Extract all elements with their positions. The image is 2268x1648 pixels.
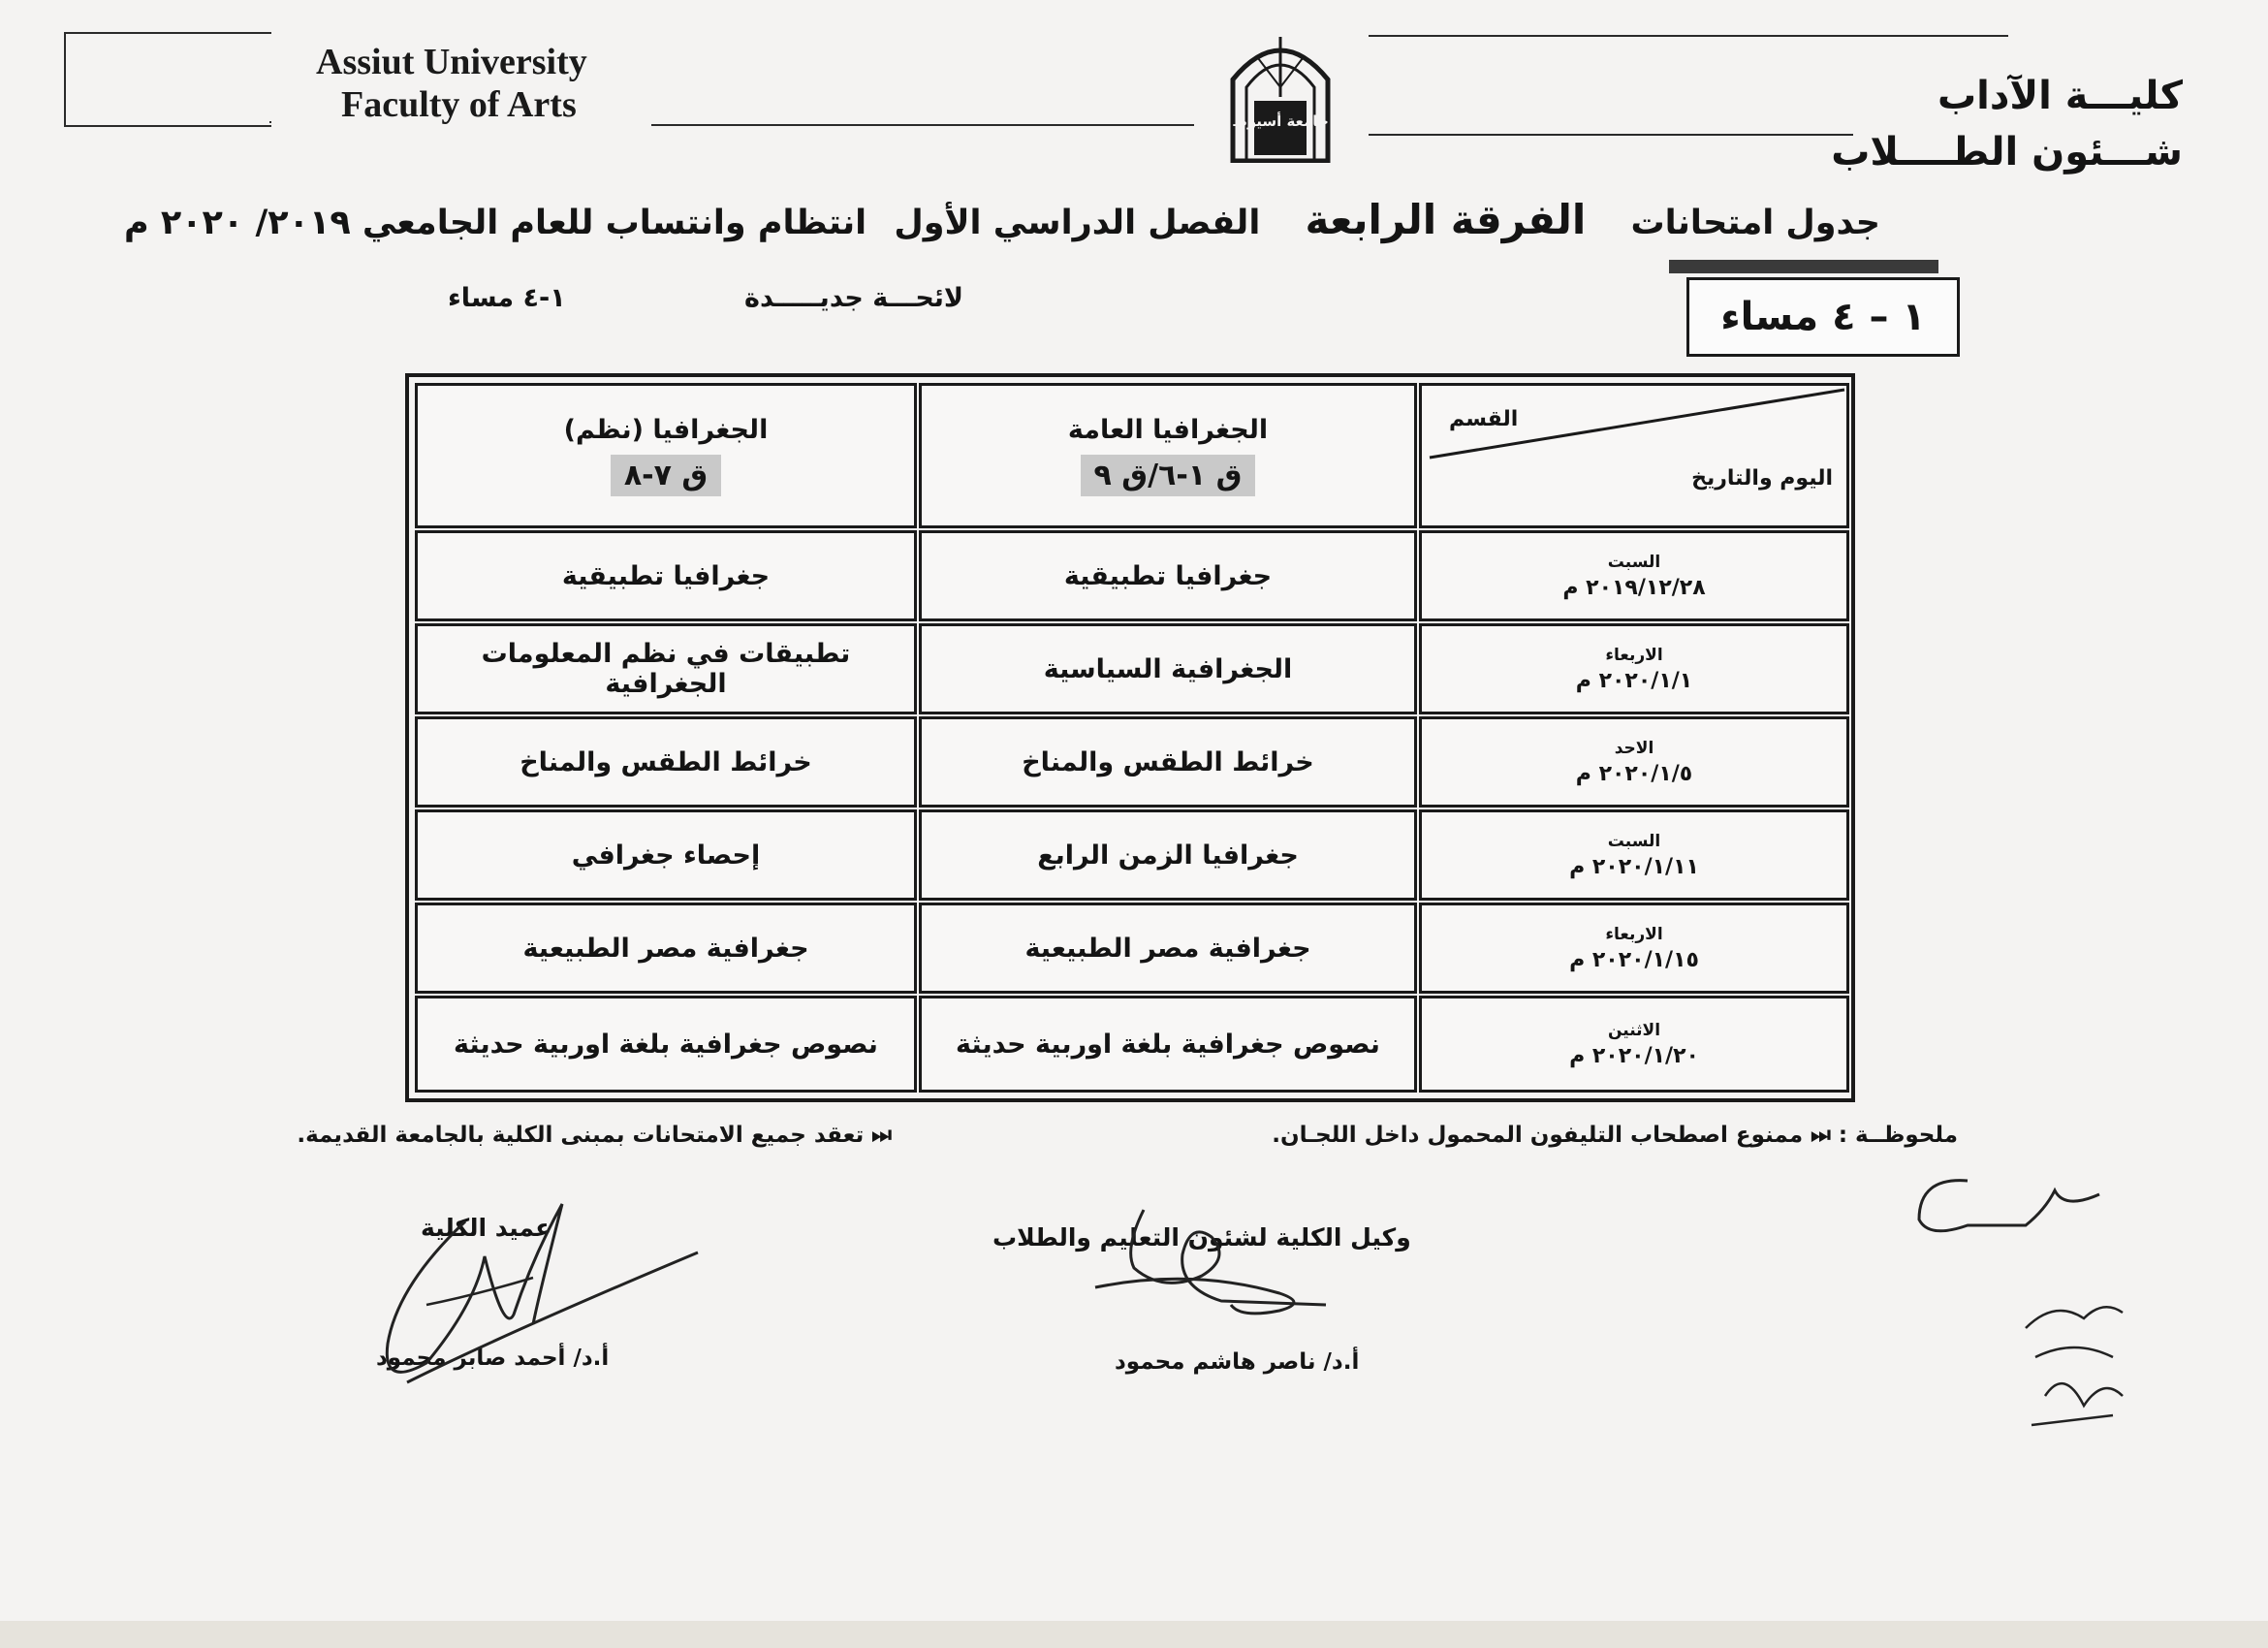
regulation-label: لائحـــة جديـــــدة bbox=[744, 283, 964, 313]
title-year: انتظام وانتساب للعام الجامعي ٢٠١٩/ ٢٠٢٠ م bbox=[123, 204, 867, 242]
table-cell bbox=[919, 530, 1417, 621]
university-line: Assiut University bbox=[316, 42, 587, 82]
table-cell bbox=[415, 996, 917, 1093]
room-label: ق ٧-٨ bbox=[611, 455, 721, 496]
day-label: الاربعاء bbox=[1605, 924, 1663, 944]
subject-text: خرائط الطقس والمناخ bbox=[1022, 746, 1314, 777]
title-exams: جدول امتحانات bbox=[1630, 204, 1880, 242]
university-name-en bbox=[316, 41, 587, 126]
subject-text: جغرافيا تطبيقية bbox=[561, 560, 771, 591]
header-rule-bottom-right bbox=[1369, 134, 1853, 136]
subject-text: جغرافية مصر الطبيعية bbox=[522, 933, 809, 964]
date-label: ٢٠٢٠/١/٥ م bbox=[1575, 761, 1693, 786]
table-cell bbox=[919, 996, 1417, 1093]
table-cell bbox=[415, 530, 917, 621]
scan-edge bbox=[0, 1621, 2268, 1648]
title-semester: الفصل الدراسي الأول bbox=[894, 204, 1261, 242]
table-cell bbox=[919, 809, 1417, 901]
corner-dept-label: القسم bbox=[1449, 407, 1519, 431]
column-header-general bbox=[919, 383, 1417, 528]
handwritten-mark-icon bbox=[1909, 1171, 2103, 1252]
column-name: الجغرافيا (نظم) bbox=[563, 415, 769, 445]
vice-dean-name: أ.د/ ناصر هاشم محمود bbox=[1115, 1349, 1360, 1375]
faculty-ar-line: كليـــة الآداب bbox=[1937, 74, 2183, 118]
subject-text: نصوص جغرافية بلغة اوربية حديثة bbox=[956, 1029, 1380, 1060]
table-cell bbox=[415, 623, 917, 714]
date-label: ٢٠٢٠/١/١٥ م bbox=[1569, 947, 1699, 972]
date-cell bbox=[1419, 530, 1849, 621]
note-building bbox=[297, 1123, 892, 1148]
subject-text: جغرافيا تطبيقية bbox=[1063, 560, 1273, 591]
date-cell bbox=[1419, 903, 1849, 994]
corner-day-label: اليوم والتاريخ bbox=[1691, 466, 1833, 491]
header-rule-left bbox=[651, 124, 1194, 126]
day-label: السبت bbox=[1607, 831, 1661, 851]
note-building-text: تعقد جميع الامتحانات بمبنى الكلية بالجامعة القديمة. bbox=[297, 1123, 865, 1148]
note-phone bbox=[1272, 1123, 1958, 1148]
column-name: الجغرافيا العامة bbox=[1067, 415, 1269, 445]
day-label: الاحد bbox=[1614, 738, 1654, 758]
date-cell bbox=[1419, 716, 1849, 808]
time-small: ١-٤ مساء bbox=[448, 283, 566, 313]
handwritten-initials-icon bbox=[2016, 1289, 2132, 1435]
date-label: ٢٠٢٠/١/١١ م bbox=[1569, 854, 1699, 879]
logo-text: جامعة أسيوط bbox=[1232, 112, 1329, 130]
column-header-gis bbox=[415, 383, 917, 528]
faculty-name-ar bbox=[1831, 68, 2183, 180]
divider bbox=[269, 121, 271, 123]
date-cell bbox=[1419, 623, 1849, 714]
table-cell bbox=[919, 903, 1417, 994]
logo-emblem bbox=[1223, 29, 1338, 163]
subject-text: إحصاء جغرافي bbox=[571, 840, 761, 871]
vice-dean-title: وكيل الكلية لشئون التعليم والطلاب bbox=[992, 1223, 1411, 1252]
table-cell bbox=[415, 903, 917, 994]
note-bullet-icon: ⏭ bbox=[871, 1123, 892, 1148]
day-label: السبت bbox=[1607, 552, 1661, 572]
time-box-shadow bbox=[1669, 260, 1938, 273]
university-logo bbox=[1223, 29, 1338, 163]
dean-name: أ.د/ أحمد صابر محمود bbox=[376, 1346, 610, 1371]
header-rule-top-right bbox=[1369, 35, 2008, 37]
vice-dean-signature-icon bbox=[1086, 1204, 1338, 1340]
table-cell bbox=[415, 809, 917, 901]
page-title bbox=[124, 196, 1880, 243]
note-label: ملحوظــة : bbox=[1838, 1123, 1958, 1148]
subject-text: جغرافيا الزمن الرابع bbox=[1037, 840, 1299, 871]
day-label: الاثنين bbox=[1607, 1020, 1661, 1040]
subject-text: الجغرافية السياسية bbox=[1043, 653, 1293, 684]
subject-text: تطبيقات في نظم المعلومات الجغرافية bbox=[481, 639, 851, 699]
subject-text: نصوص جغرافية بلغة اوربية حديثة bbox=[454, 1029, 878, 1060]
room-label: ق ١-٦/ق ٩ bbox=[1081, 455, 1256, 496]
empty-stamp-box bbox=[64, 32, 271, 127]
exam-table bbox=[405, 373, 1855, 1102]
subject-text: جغرافية مصر الطبيعية bbox=[1024, 933, 1311, 964]
subject-text: خرائط الطقس والمناخ bbox=[520, 746, 812, 777]
title-level: الفرقة الرابعة bbox=[1305, 196, 1587, 243]
table-cell bbox=[415, 716, 917, 808]
note-phone-text: ممنوع اصطحاب التليفون المحمول داخل اللجـان. bbox=[1272, 1123, 1804, 1148]
dean-title: عميد الكلية bbox=[421, 1214, 552, 1242]
day-label: الاربعاء bbox=[1605, 645, 1663, 665]
date-label: ٢٠٢٠/١/٢٠ م bbox=[1569, 1043, 1699, 1068]
table-cell bbox=[919, 716, 1417, 808]
date-label: ٢٠١٩/١٢/٢٨ م bbox=[1562, 575, 1706, 600]
corner-header bbox=[1419, 383, 1849, 528]
time-box: ١ – ٤ مساء bbox=[1686, 277, 1960, 357]
date-cell bbox=[1419, 809, 1849, 901]
note-bullet-icon: ⏭ bbox=[1811, 1123, 1831, 1148]
student-affairs-line: شـــئون الطــــلاب bbox=[1831, 130, 2183, 174]
table-cell bbox=[919, 623, 1417, 714]
dean-signature-icon bbox=[368, 1188, 717, 1421]
faculty-line: Faculty of Arts bbox=[341, 84, 577, 125]
date-label: ٢٠٢٠/١/١ م bbox=[1575, 668, 1693, 693]
date-cell bbox=[1419, 996, 1849, 1093]
